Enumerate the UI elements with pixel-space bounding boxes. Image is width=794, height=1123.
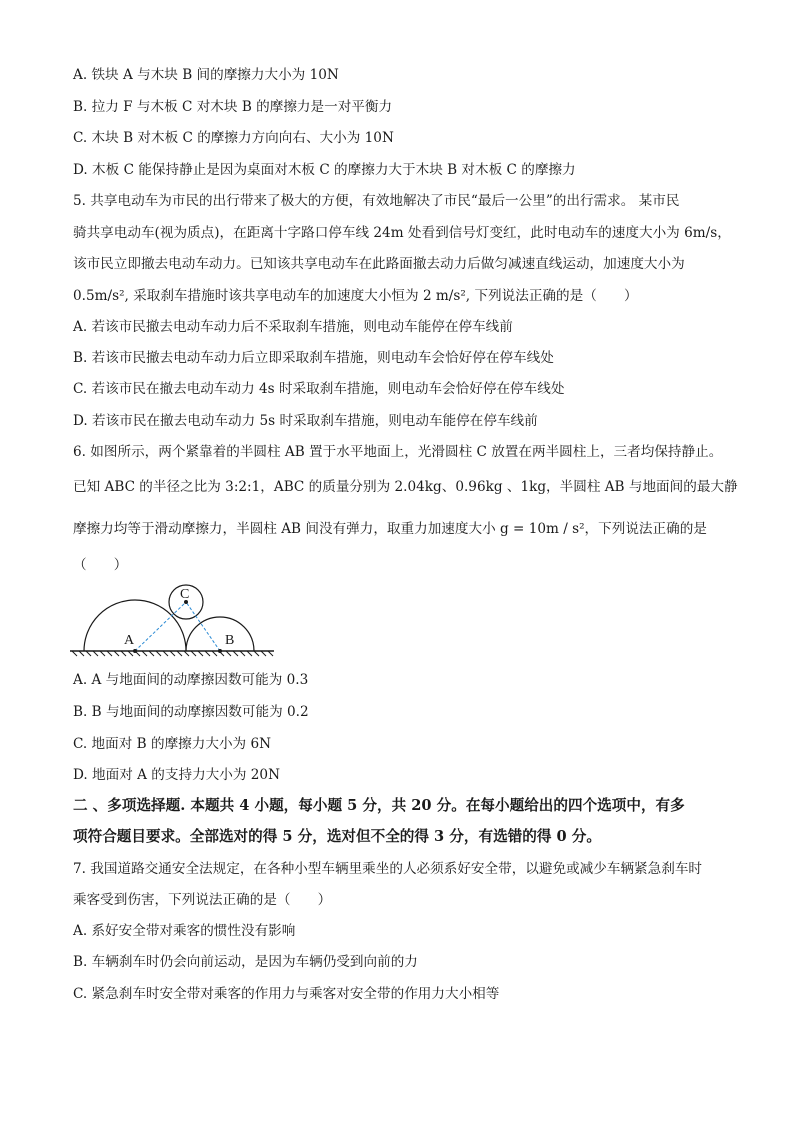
q6-stem-line: （ ） <box>73 557 128 573</box>
section-2-heading-cont: 项符合题目要求。全部选对的得 5 分，选对但不全的得 3 分，有选错的得 0 分。 <box>73 828 601 845</box>
q7-stem-line: 7. 我国道路交通安全法规定，在各种小型车辆里乘坐的人必须系好安全带，以避免或减少车辆紧急刹车时 <box>73 861 703 877</box>
q5-option-c: C. 若该市民在撤去电动车动力 4s 时采取刹车措施，则电动车会恰好停在停车线处 <box>73 381 565 397</box>
q5-option-d: D. 若该市民在撤去电动车动力 5s 时采取刹车措施，则电动车能停在停车线前 <box>73 413 538 429</box>
half-cylinder-b <box>186 617 254 651</box>
q5-option-b: B. 若该市民撤去电动车动力后立即采取刹车措施，则电动车会恰好停在停车线处 <box>73 350 554 366</box>
section-2-heading: 二 、多项选择题. 本题共 4 小题，每小题 5 分，共 20 分。在每小题给出的四个选项中，有多 <box>73 797 685 814</box>
q6-option-d: D. 地面对 A 的支持力大小为 20N <box>73 767 280 783</box>
q7-option-b: B. 车辆刹车时仍会向前运动，是因为车辆仍受到向前的力 <box>73 954 418 970</box>
q7-option-c: C. 紧急刹车时安全带对乘客的作用力与乘客对安全带的作用力大小相等 <box>73 986 500 1002</box>
q4-option-d: D. 木板 C 能保持静止是因为桌面对木板 C 的摩擦力大于木块 B 对木板 C 的摩擦力 <box>73 162 576 178</box>
q6-figure <box>70 584 275 664</box>
q5-option-a: A. 若该市民撤去电动车动力后不采取刹车措施，则电动车能停在停车线前 <box>73 319 513 335</box>
q6-option-a: A. A 与地面间的动摩擦因数可能为 0.3 <box>73 672 309 688</box>
label-a: A <box>124 633 135 648</box>
q5-stem-line: 5. 共享电动车为市民的出行带来了极大的方便，有效地解决了市民“最后一公里”的出行需求。 某市民 <box>73 193 680 209</box>
q5-stem-line: 0.5m/s², 采取刹车措施时该共享电动车的加速度大小恒为 2 m/s², 下列说法正确的是（ ） <box>73 288 638 304</box>
q5-stem-line: 该市民立即撤去电动车动力。已知该共享电动车在此路面撤去动力后做匀减速直线运动，加速度大小为 <box>73 256 685 272</box>
dashed-line-ac <box>135 602 186 651</box>
q7-stem-line: 乘客受到伤害，下列说法正确的是（ ） <box>73 892 332 908</box>
q4-option-b: B. 拉力 F 与木板 C 对木块 B 的摩擦力是一对平衡力 <box>73 99 393 115</box>
label-b: B <box>225 633 235 648</box>
q6-option-b: B. B 与地面间的动摩擦因数可能为 0.2 <box>73 704 309 720</box>
q7-option-a: A. 系好安全带对乘客的惯性没有影响 <box>73 923 296 939</box>
ground-hatching <box>72 651 273 656</box>
q4-option-c: C. 木块 B 对木板 C 的摩擦力方向向右、大小为 10N <box>73 130 394 146</box>
q4-option-a: A. 铁块 A 与木块 B 间的摩擦力大小为 10N <box>73 67 339 83</box>
label-c: C <box>180 587 190 602</box>
center-dot-b <box>218 649 222 653</box>
q6-stem-line: 6. 如图所示，两个紧靠着的半圆柱 AB 置于水平地面上，光滑圆柱 C 放置在两半圆柱上，三者均保持静止。 <box>73 444 723 460</box>
q6-option-c: C. 地面对 B 的摩擦力大小为 6N <box>73 736 271 752</box>
q6-stem-line: 已知 ABC 的半径之比为 3:2:1，ABC 的质量分别为 2.04kg、0.96kg 、1kg，半圆柱 AB 与地面间的最大静 <box>73 479 738 495</box>
q5-stem-line: 骑共享电动车(视为质点)，在距离十字路口停车线 24m 处看到信号灯变红，此时电动车的速度大小为 6m/s， <box>73 225 731 241</box>
dashed-line-bc <box>186 602 220 651</box>
center-dot-a <box>133 649 137 653</box>
q6-stem-line: 摩擦力均等于滑动摩擦力，半圆柱 AB 间没有弹力，取重力加速度大小 g = 10m / s²，下列说法正确的是 <box>73 521 707 537</box>
